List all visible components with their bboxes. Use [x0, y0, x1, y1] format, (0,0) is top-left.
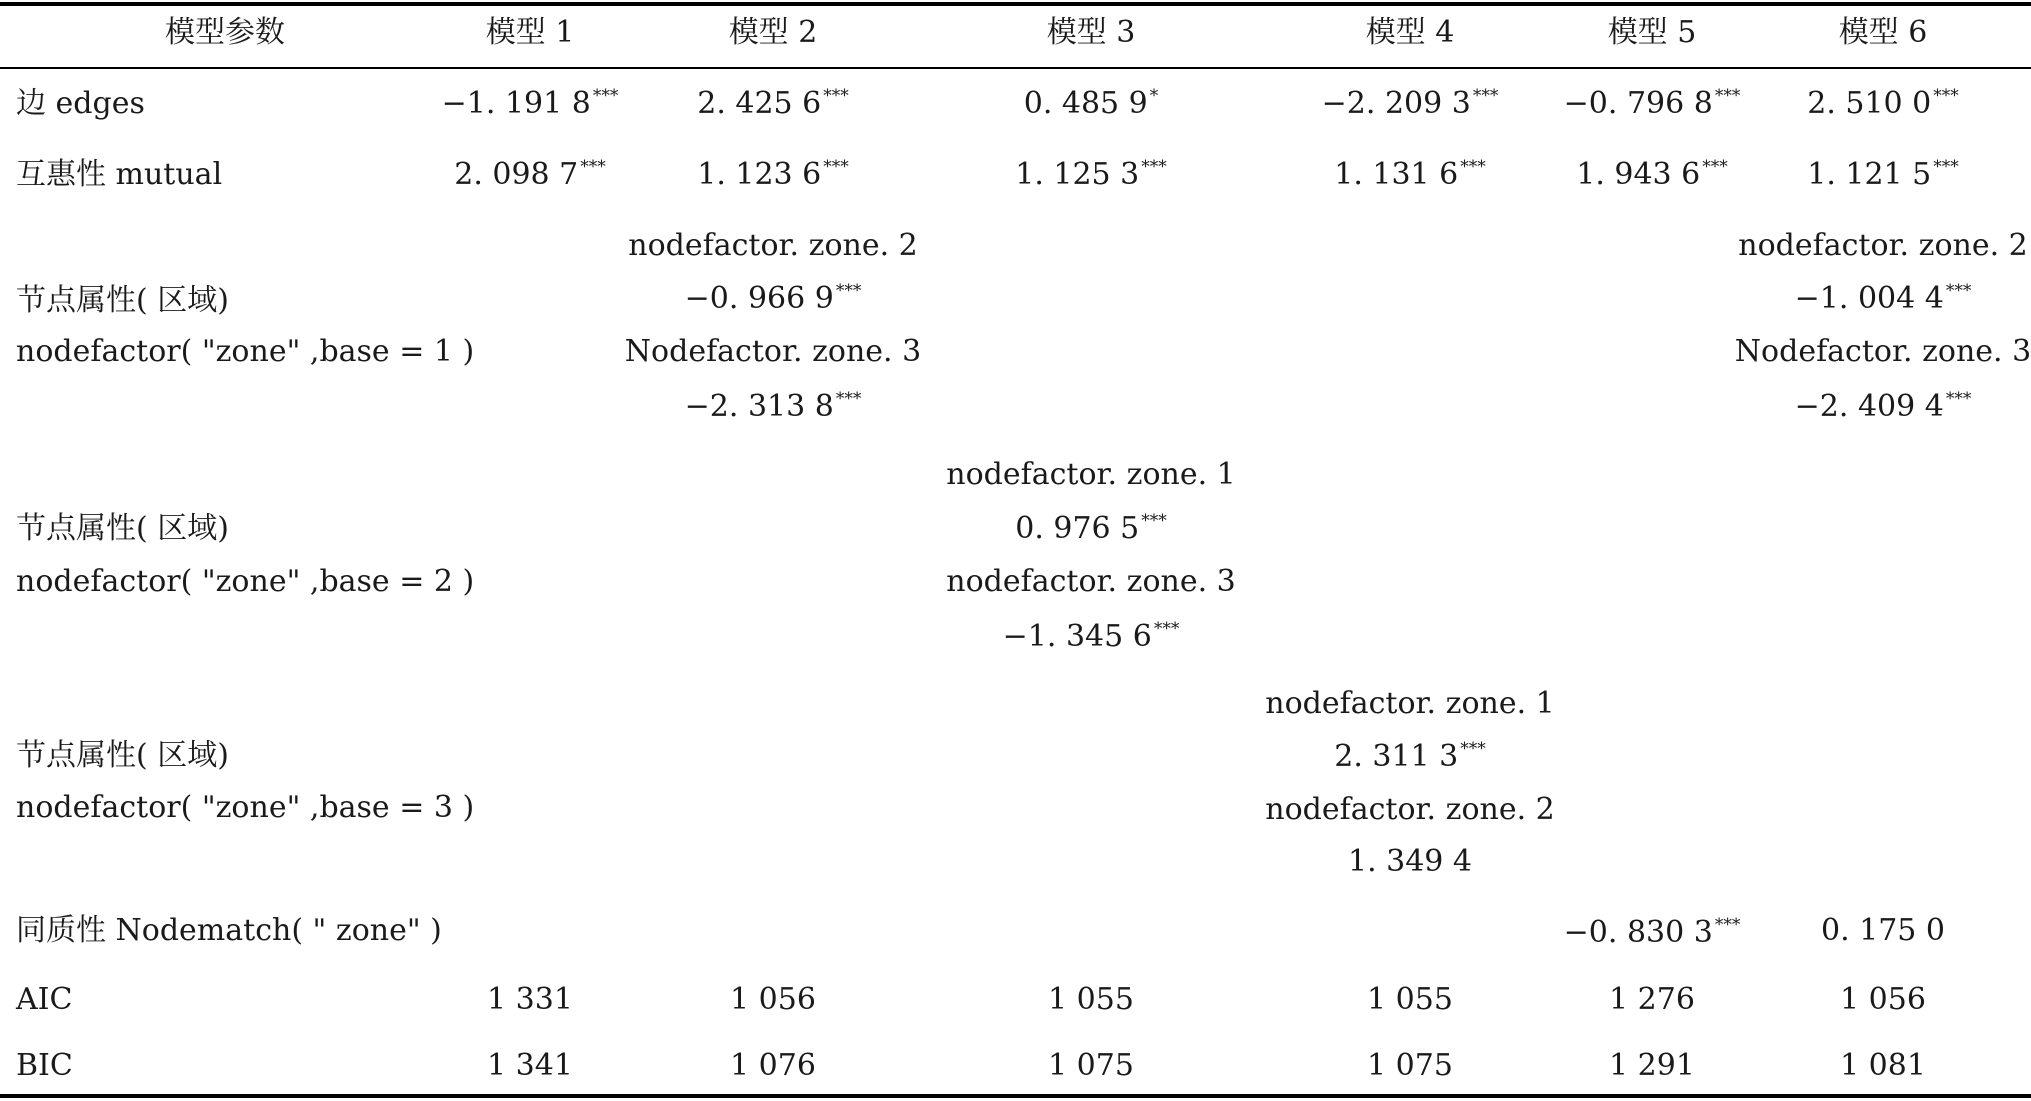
- significance-mark: ***: [580, 157, 606, 177]
- aic-model-4: 1 055: [1367, 982, 1453, 1017]
- row-label-nodematch: 同质性 Nodematch( " zone" ): [16, 913, 442, 948]
- aic-model-6: 1 056: [1840, 982, 1926, 1017]
- row-label-aic: AIC: [16, 982, 73, 1017]
- bic-model-5: 1 291: [1609, 1048, 1695, 1083]
- significance-mark: ***: [1153, 619, 1180, 639]
- significance-mark: ***: [1945, 281, 1972, 301]
- base2-model-3-term-1: nodefactor. zone. 1: [946, 457, 1236, 492]
- significance-mark: ***: [1472, 86, 1499, 106]
- bic-model-3: 1 075: [1048, 1048, 1134, 1083]
- base1-model-2-term-1: nodefactor. zone. 2: [628, 228, 918, 263]
- significance-mark: ***: [835, 281, 862, 301]
- significance-mark: ***: [1141, 511, 1167, 531]
- mutual-model-4: 1. 131 6 ***: [1334, 157, 1486, 192]
- bic-model-2: 1 076: [730, 1048, 816, 1083]
- base1-model-6-term-2: Nodefactor. zone. 3: [1734, 334, 2031, 369]
- table-header-rule: [0, 67, 2031, 69]
- significance-mark: ***: [1714, 86, 1741, 106]
- header-parameter: 模型参数: [165, 15, 285, 50]
- significance-mark: ***: [1933, 86, 1959, 106]
- aic-model-5: 1 276: [1609, 982, 1695, 1017]
- aic-model-3: 1 055: [1048, 982, 1134, 1017]
- header-model-6: 模型 6: [1838, 15, 1928, 50]
- mutual-model-6: 1. 121 5 ***: [1807, 157, 1959, 192]
- header-model-2: 模型 2: [728, 15, 818, 50]
- edges-model-2: 2. 425 6 ***: [697, 86, 849, 121]
- edges-model-3: 0. 485 9 *: [1023, 86, 1159, 121]
- row-label-mutual: 互惠性 mutual: [16, 157, 223, 192]
- row-label-base2-cn: 节点属性( 区域): [16, 511, 229, 546]
- mutual-model-1: 2. 098 7 ***: [454, 157, 606, 192]
- header-model-4: 模型 4: [1365, 15, 1455, 50]
- base3-model-4-value-2: 1. 349 4: [1347, 844, 1473, 879]
- significance-mark: ***: [1714, 915, 1741, 935]
- base1-model-6-term-1: nodefactor. zone. 2: [1738, 228, 2028, 263]
- table-bottom-rule: [0, 1094, 2031, 1098]
- aic-model-2: 1 056: [730, 982, 816, 1017]
- aic-model-1: 1 331: [487, 982, 573, 1017]
- significance-mark: ***: [823, 86, 849, 106]
- bic-model-4: 1 075: [1367, 1048, 1453, 1083]
- edges-model-4: −2. 209 3 ***: [1321, 86, 1499, 121]
- base3-model-4-value-1: 2. 311 3 ***: [1334, 739, 1486, 774]
- base3-model-4-term-1: nodefactor. zone. 1: [1265, 686, 1555, 721]
- edges-model-5: −0. 796 8 ***: [1563, 86, 1741, 121]
- significance-mark: ***: [1460, 157, 1486, 177]
- row-label-base3-cn: 节点属性( 区域): [16, 738, 229, 773]
- header-model-1: 模型 1: [485, 15, 575, 50]
- base1-model-6-value-2: −2. 409 4 ***: [1794, 389, 1972, 424]
- base2-model-3-term-2: nodefactor. zone. 3: [946, 564, 1236, 599]
- base1-model-6-value-1: −1. 004 4 ***: [1794, 281, 1972, 316]
- table-top-rule: [0, 2, 2031, 6]
- base2-model-3-value-1: 0. 976 5 ***: [1015, 511, 1167, 546]
- row-label-base2-en: nodefactor( "zone" ,base = 2 ): [16, 564, 475, 599]
- bic-model-1: 1 341: [487, 1048, 573, 1083]
- mutual-model-3: 1. 125 3 ***: [1015, 157, 1167, 192]
- significance-mark: ***: [592, 86, 619, 106]
- significance-mark: ***: [823, 157, 849, 177]
- mutual-model-2: 1. 123 6 ***: [697, 157, 849, 192]
- nodematch-model-5: −0. 830 3 ***: [1563, 915, 1741, 950]
- base1-model-2-value-2: −2. 313 8 ***: [684, 389, 862, 424]
- header-model-5: 模型 5: [1607, 15, 1697, 50]
- base1-model-2-value-1: −0. 966 9 ***: [684, 281, 862, 316]
- significance-mark: ***: [1141, 157, 1167, 177]
- significance-mark: ***: [835, 389, 862, 409]
- bic-model-6: 1 081: [1840, 1048, 1926, 1083]
- significance-mark: ***: [1933, 157, 1959, 177]
- significance-mark: ***: [1460, 739, 1486, 759]
- base1-model-2-term-2: Nodefactor. zone. 3: [624, 334, 922, 369]
- significance-mark: *: [1149, 86, 1159, 106]
- base3-model-4-term-2: nodefactor. zone. 2: [1265, 792, 1555, 827]
- edges-model-1: −1. 191 8 ***: [441, 86, 619, 121]
- header-model-3: 模型 3: [1046, 15, 1136, 50]
- edges-model-6: 2. 510 0 ***: [1807, 86, 1959, 121]
- row-label-base3-en: nodefactor( "zone" ,base = 3 ): [16, 790, 475, 825]
- row-label-base1-en: nodefactor( "zone" ,base = 1 ): [16, 334, 475, 369]
- mutual-model-5: 1. 943 6 ***: [1576, 157, 1728, 192]
- row-label-edges: 边 edges: [16, 86, 145, 121]
- nodematch-model-6: 0. 175 0: [1820, 913, 1946, 948]
- base2-model-3-value-2: −1. 345 6 ***: [1002, 619, 1180, 654]
- row-label-bic: BIC: [16, 1048, 73, 1083]
- significance-mark: ***: [1702, 157, 1728, 177]
- significance-mark: ***: [1945, 389, 1972, 409]
- row-label-base1-cn: 节点属性( 区域): [16, 283, 229, 318]
